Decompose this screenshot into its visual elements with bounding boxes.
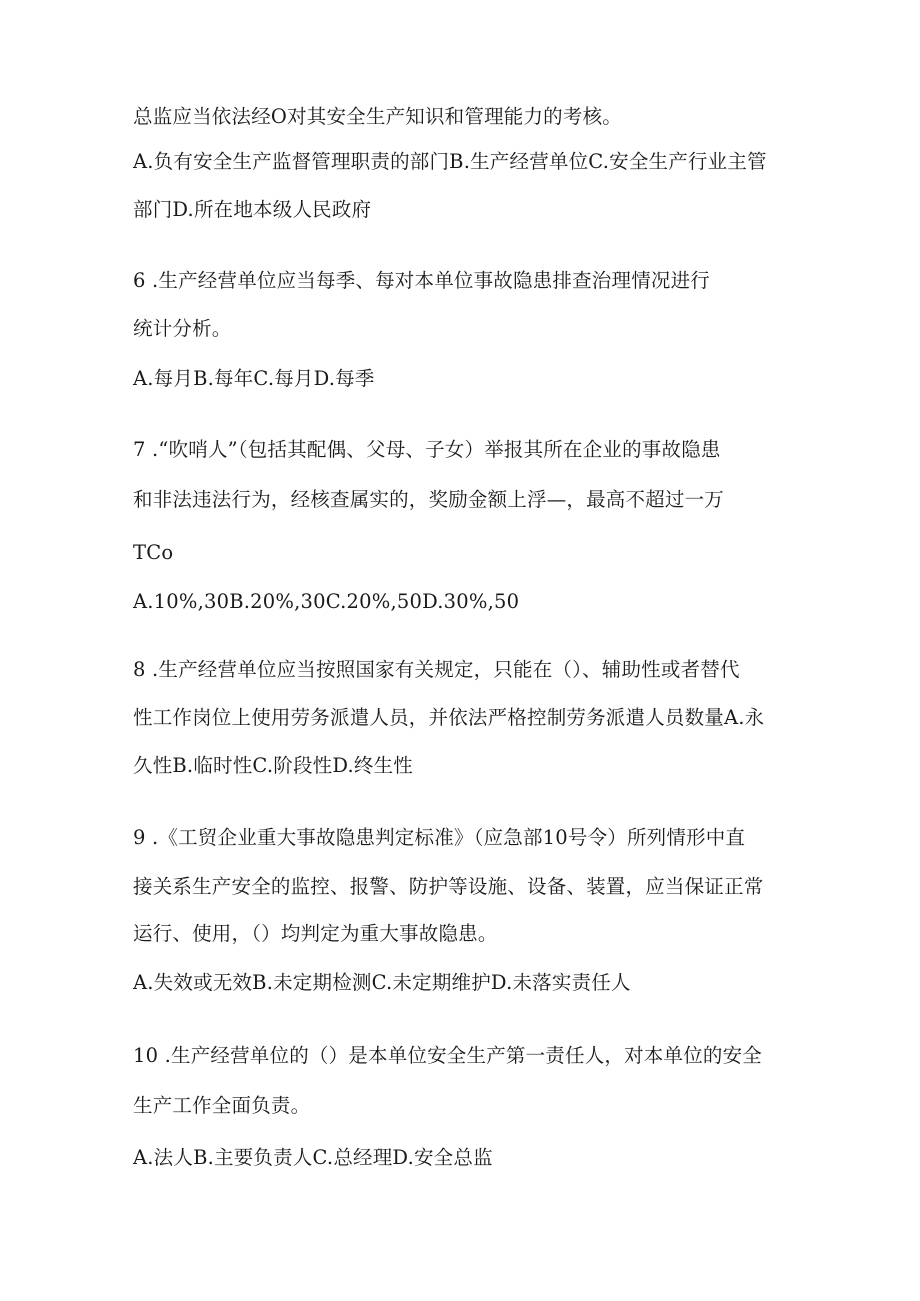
text-line: 总监应当依法经O对其安全生产知识和管理能力的考核。 (133, 105, 622, 128)
question-9-line: 9 .《工贸企业重大事故隐患判定标准》（应急部10号令）所列情形中直 (133, 826, 746, 849)
text-line: 接关系生产安全的监控、报警、防护等设施、设备、装置，应当保证正常 (133, 875, 764, 898)
text-line: 性工作岗位上使用劳务派遣人员，并依法严格控制劳务派遣人员数量A.永 (133, 706, 765, 729)
question-7-line: 7 .“吹哨人”（包括其配偶、父母、子女）举报其所在企业的事故隐患 (133, 438, 721, 461)
text-line: 生产工作全面负责。 (133, 1094, 311, 1117)
question-6-line: 6 .生产经营单位应当每季、每对本单位事故隐患排查治理情况进行 (133, 269, 711, 292)
text-line: A.负有安全生产监督管理职责的部门B.生产经营单位C.安全生产行业主管 (133, 150, 767, 173)
text-line: 部门D.所在地本级人民政府 (133, 198, 372, 221)
text-line: TCo (133, 541, 174, 564)
options-line: A.10%,30B.20%,30C.20%,50D.30%,50 (133, 590, 520, 613)
text-line: 久性B.临时性C.阶段性D.终生性 (133, 754, 413, 777)
question-10-line: 10 .生产经营单位的（）是本单位安全生产第一责任人，对本单位的安全 (133, 1044, 763, 1067)
options-line: A.失效或无效B.未定期检测C.未定期维护D.未落实责任人 (133, 971, 631, 994)
text-line: 运行、使用，（）均判定为重大事故隐患。 (133, 922, 498, 945)
text-line: 和非法违法行为，经核查属实的，奖励金额上浮—，最高不超过一万 (133, 488, 725, 511)
text-line: 统计分析。 (133, 317, 232, 340)
options-line: A.每月B.每年C.每月D.每季 (133, 367, 375, 390)
options-line: A.法人B.主要负责人C.总经理D.安全总监 (133, 1146, 493, 1169)
question-8-line: 8 .生产经营单位应当按照国家有关规定，只能在（）、辅助性或者替代 (133, 658, 740, 681)
